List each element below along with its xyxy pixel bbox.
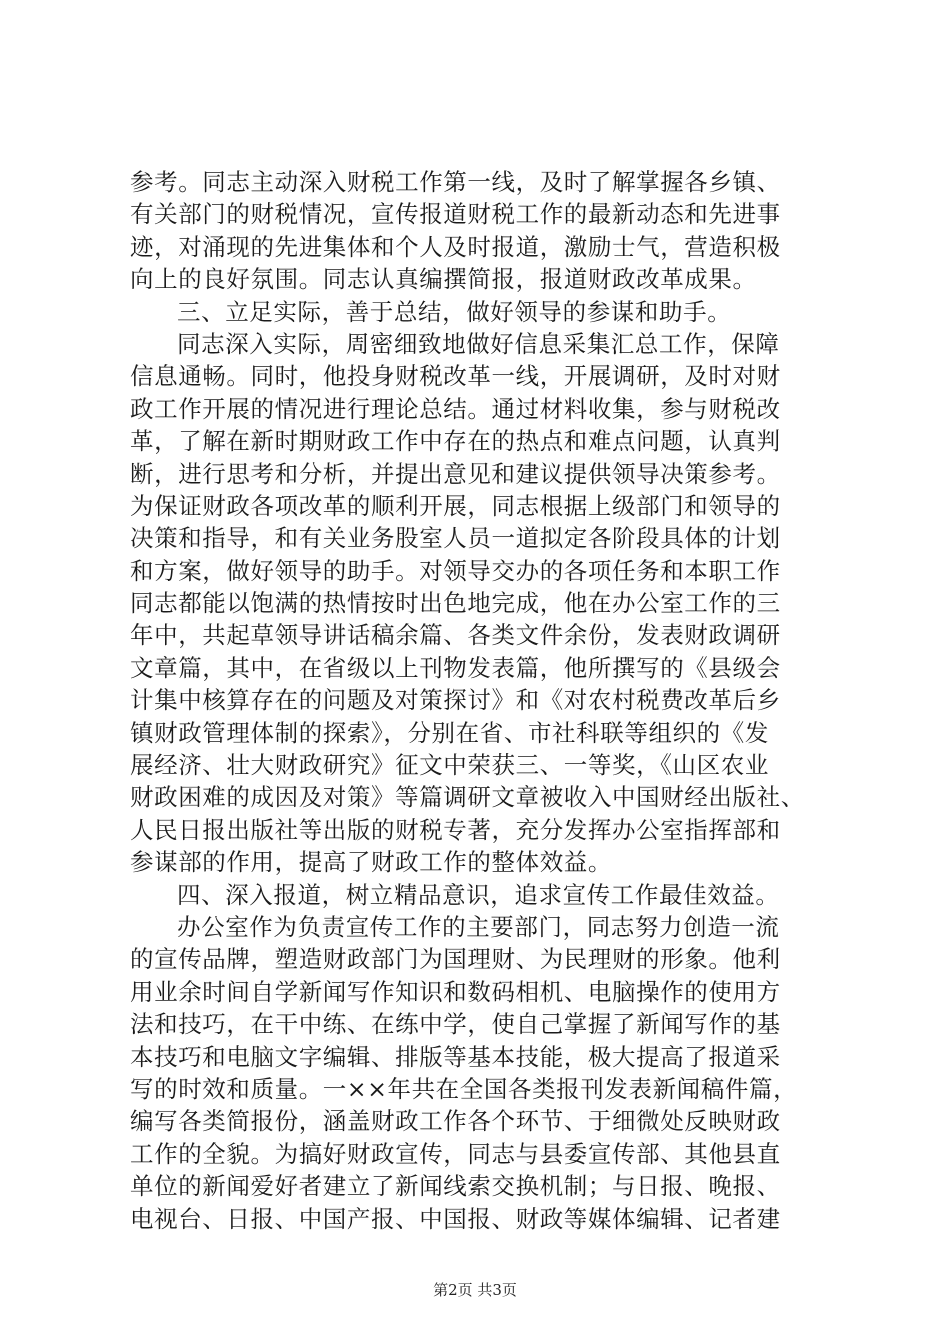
text-line: 编写各类简报份，涵盖财政工作各个环节、于细微处反映财政 [130, 1107, 781, 1136]
text-line: 用业余时间自学新闻写作知识和数码相机、电脑操作的使用方 [130, 977, 781, 1006]
text-line: 人民日报出版社等出版的财税专著，充分发挥办公室指挥部和 [130, 815, 781, 844]
text-line: 工作的全貌。为搞好财政宣传，同志与县委宣传部、其他县直 [130, 1139, 781, 1168]
text-line: 同志深入实际，周密细致地做好信息采集汇总工作，保障 [177, 329, 780, 358]
text-line: 镇财政管理体制的探索》，分别在省、市社科联等组织的《发 [130, 718, 769, 747]
text-line: 和方案，做好领导的助手。对领导交办的各项任务和本职工作 [130, 556, 781, 585]
text-line: 财政困难的成因及对策》等篇调研文章被收入中国财经出版社、 [130, 783, 805, 812]
document-body [130, 166, 830, 1235]
text-line: 政工作开展的情况进行理论总结。通过材料收集，参与财税改 [130, 394, 781, 423]
text-line: 四、深入报道，树立精品意识，追求宣传工作最佳效益。 [177, 880, 780, 909]
text-line: 电视台、日报、中国产报、中国报、财政等媒体编辑、记者建 [130, 1204, 781, 1233]
text-line: 的宣传品牌，塑造财政部门为国理财、为民理财的形象。他利 [130, 945, 781, 974]
page-footer: 第2页 共3页 [433, 1281, 517, 1299]
text-line: 断，进行思考和分析，并提出意见和建议提供领导决策参考。 [130, 459, 781, 488]
text-line: 同志都能以饱满的热情按时出色地完成，他在办公室工作的三 [130, 589, 781, 618]
text-line: 单位的新闻爱好者建立了新闻线索交换机制；与日报、晚报、 [130, 1172, 781, 1201]
text-line: 法和技巧，在干中练、在练中学，使自己掌握了新闻写作的基 [130, 1010, 781, 1039]
text-line: 为保证财政各项改革的顺利开展，同志根据上级部门和领导的 [130, 491, 781, 520]
text-line: 写的时效和质量。一××年共在全国各类报刊发表新闻稿件篇， [130, 1074, 798, 1103]
text-line: 文章篇，其中，在省级以上刊物发表篇，他所撰写的《县级会 [130, 653, 781, 682]
text-line: 有关部门的财税情况，宣传报道财税工作的最新动态和先进事 [130, 200, 781, 229]
text-line: 信息通畅。同时，他投身财税改革一线，开展调研，及时对财 [130, 362, 781, 391]
text-line: 本技巧和电脑文字编辑、排版等基本技能，极大提高了报道采 [130, 1042, 781, 1071]
text-line: 年中，共起草领导讲话稿余篇、各类文件余份，发表财政调研 [130, 621, 781, 650]
text-line: 决策和指导，和有关业务股室人员一道拟定各阶段具体的计划 [130, 524, 781, 553]
text-line: 办公室作为负责宣传工作的主要部门，同志努力创造一流 [177, 912, 780, 941]
text-line: 参谋部的作用，提高了财政工作的整体效益。 [130, 848, 612, 877]
text-line: 迹，对涌现的先进集体和个人及时报道，激励士气，营造积极 [130, 232, 781, 261]
text-line: 三、立足实际，善于总结，做好领导的参谋和助手。 [177, 297, 732, 326]
text-line: 展经济、壮大财政研究》征文中荣获三、一等奖，《山区农业 [130, 751, 769, 780]
text-line: 向上的良好氛围。同志认真编撰简报，报道财政改革成果。 [130, 265, 757, 294]
text-line: 计集中核算存在的问题及对策探讨》和《对农村税费改革后乡 [130, 686, 781, 715]
text-line: 革，了解在新时期财政工作中存在的热点和难点问题，认真判 [130, 427, 781, 456]
text-line: 参考。同志主动深入财税工作第一线，及时了解掌握各乡镇、 [130, 168, 781, 196]
